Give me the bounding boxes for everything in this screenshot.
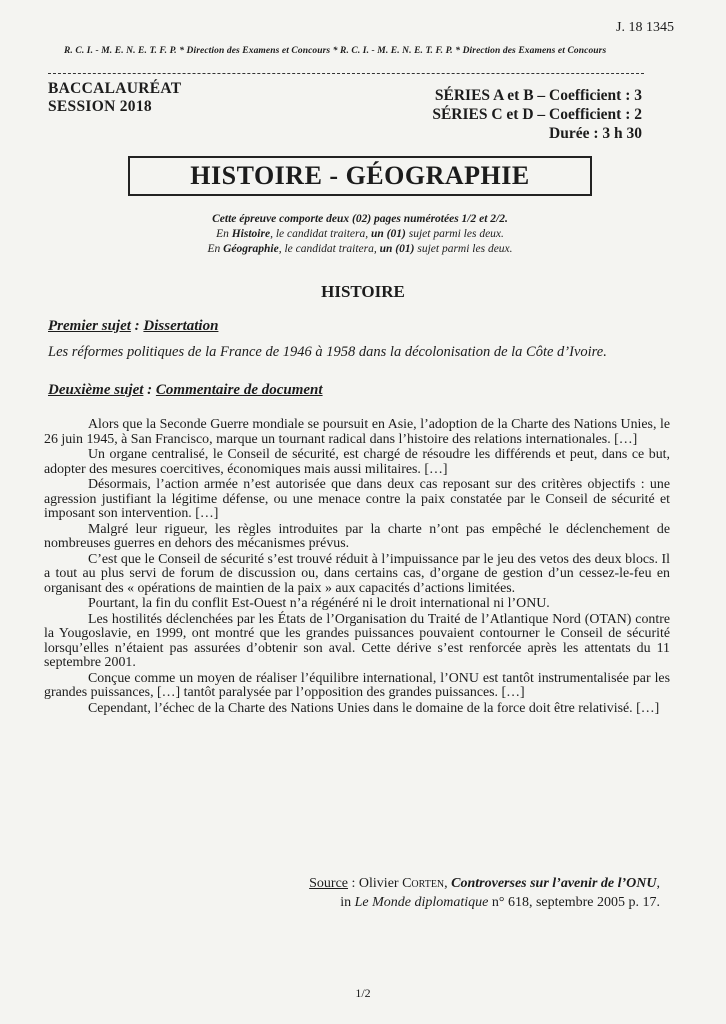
instruction-text: En — [216, 228, 232, 240]
source-work: Controverses sur l’avenir de l’ONU — [451, 876, 657, 891]
instruction-subject: Histoire — [231, 228, 271, 240]
subject1-label: Premier sujet — [48, 318, 131, 334]
source-label: Source — [309, 876, 349, 891]
instruction-pages-text: Cette épreuve comporte deux (02) pages numérotées 1/2 et 2/2. — [212, 213, 508, 225]
source-sep: : — [348, 876, 359, 891]
series-cd: SÉRIES C et D – Coefficient : 2 — [432, 106, 642, 123]
subject1-heading — [48, 318, 218, 335]
source-issue: n° 618, septembre 2005 p. 17. — [488, 895, 660, 910]
exam-duration: Durée : 3 h 30 — [549, 125, 642, 142]
excerpt-paragraph: Les hostilités déclenchées par les États de l’Organisation du Traité de l’Atlantique Nord (OTAN) contre la Yougoslavie, en 1999, ont montré que les grandes puissances pouvaient contourner le Conseil de sécurité lorsqu’elles n’étaient pas assurées d’obtenir son aval. Cette dérive s’est renforcée après les attentats du 11 septembre 2001. — [44, 611, 670, 670]
instruction-pages — [120, 212, 600, 227]
source-journal: Le Monde diplomatique — [354, 895, 489, 910]
excerpt-paragraph: Désormais, l’action armée n’est autorisée que dans deux cas reposant sur des critères objectifs : une agression justifiant la légitime défense, ou une menace contre la paix constatée par le Conseil de sécurité et imposant son intervention. […] — [44, 477, 670, 521]
instruction-text: En — [207, 243, 224, 255]
source-author-first: Olivier — [358, 876, 403, 891]
excerpt-paragraph: Pourtant, la fin du conflit Est-Ouest n’a régénéré ni le droit international ni l’ONU. — [88, 596, 550, 611]
series-block — [432, 86, 642, 143]
exam-title: HISTOIRE - GÉOGRAPHIE — [190, 161, 530, 190]
instruction-text: , le candidat traitera, — [278, 243, 380, 255]
instruction-text: sujet parmi les deux. — [414, 243, 513, 255]
source-author-last: Corten — [402, 876, 445, 891]
source-line-1 — [309, 874, 660, 893]
subject2-label: Deuxième sujet — [48, 382, 144, 398]
excerpt-paragraph: Cependant, l’échec de la Charte des Nations Unies dans le domaine de la force doit être relativisé. […] — [88, 700, 660, 716]
header-divider — [48, 73, 644, 74]
series-ab: SÉRIES A et B – Coefficient : 3 — [434, 87, 642, 104]
subject2-heading — [48, 382, 323, 399]
instruction-text: , le candidat traitera, — [270, 228, 372, 240]
exam-name-block — [48, 80, 181, 116]
document-excerpt — [44, 418, 670, 716]
source-line-2 — [309, 893, 660, 912]
subject2-type: Commentaire de document — [155, 382, 323, 398]
source-in: in — [340, 895, 355, 910]
excerpt-paragraph: Conçue comme un moyen de réaliser l’équilibre international, l’ONU est tantôt instrumentalisée par les grandes puissances, […] tantôt paralysée par l’opposition des grandes puissances. […] — [44, 670, 670, 700]
ministry-header: R. C. I. - M. E. N. E. T. F. P. * Direction des Examens et Concours * R. C. I. - M. E. N. E. T. F. P. * Direction des Examens et Concours — [64, 46, 607, 56]
excerpt-paragraph: Alors que la Seconde Guerre mondiale se poursuit en Asie, l’adoption de la Charte des Nations Unies, le 26 juin 1945, à San Francisco, marque un tournant radical dans l’histoire des relations internationales. […] — [44, 417, 670, 447]
source-citation — [309, 874, 660, 912]
excerpt-paragraph: C’est que le Conseil de sécurité s’est trouvé réduit à l’impuissance par le jeu des vetos des deux blocs. Il a tout au plus servi de forum de discussion ou, dans certains cas, d’organe de gestion d’un cessez-le-feu en organisant des « opérations de maintien de la paix » aux capacités d’actions limitées. — [44, 551, 670, 596]
instruction-geography — [120, 242, 600, 257]
instruction-text: sujet parmi les deux. — [405, 228, 504, 240]
subject1-sep: : — [130, 318, 144, 334]
section-title: HISTOIRE — [321, 282, 405, 301]
source-comma: , — [444, 876, 452, 891]
exam-session: SESSION 2018 — [48, 98, 152, 115]
page-number: 1/2 — [355, 986, 371, 1000]
instruction-count: un (01) — [379, 243, 415, 255]
excerpt-paragraph: Un organe centralisé, le Conseil de sécurité, est chargé de résoudre les différends et peut, dans ce but, adopter des mesures coercitives, économiques mais aussi militaires. […] — [44, 447, 670, 477]
source-comma: , — [656, 876, 660, 891]
subject2-sep: : — [143, 382, 156, 398]
instructions — [120, 212, 600, 257]
exam-name: BACCALAURÉAT — [48, 80, 182, 97]
document-reference: J. 18 1345 — [616, 20, 674, 35]
instruction-subject: Géographie — [223, 243, 279, 255]
subject1-text: Les réformes politiques de la France de 1946 à 1958 dans la décolonisation de la Côte d’Ivoire. — [48, 344, 607, 360]
instruction-history — [120, 227, 600, 242]
subject1-type: Dissertation — [143, 318, 219, 334]
exam-title-box — [128, 156, 592, 196]
instruction-count: un (01) — [371, 228, 406, 240]
excerpt-paragraph: Malgré leur rigueur, les règles introduites par la charte n’ont pas empêché le déclenchement de nombreuses guerres en dehors des mécanismes prévus. — [44, 521, 670, 551]
